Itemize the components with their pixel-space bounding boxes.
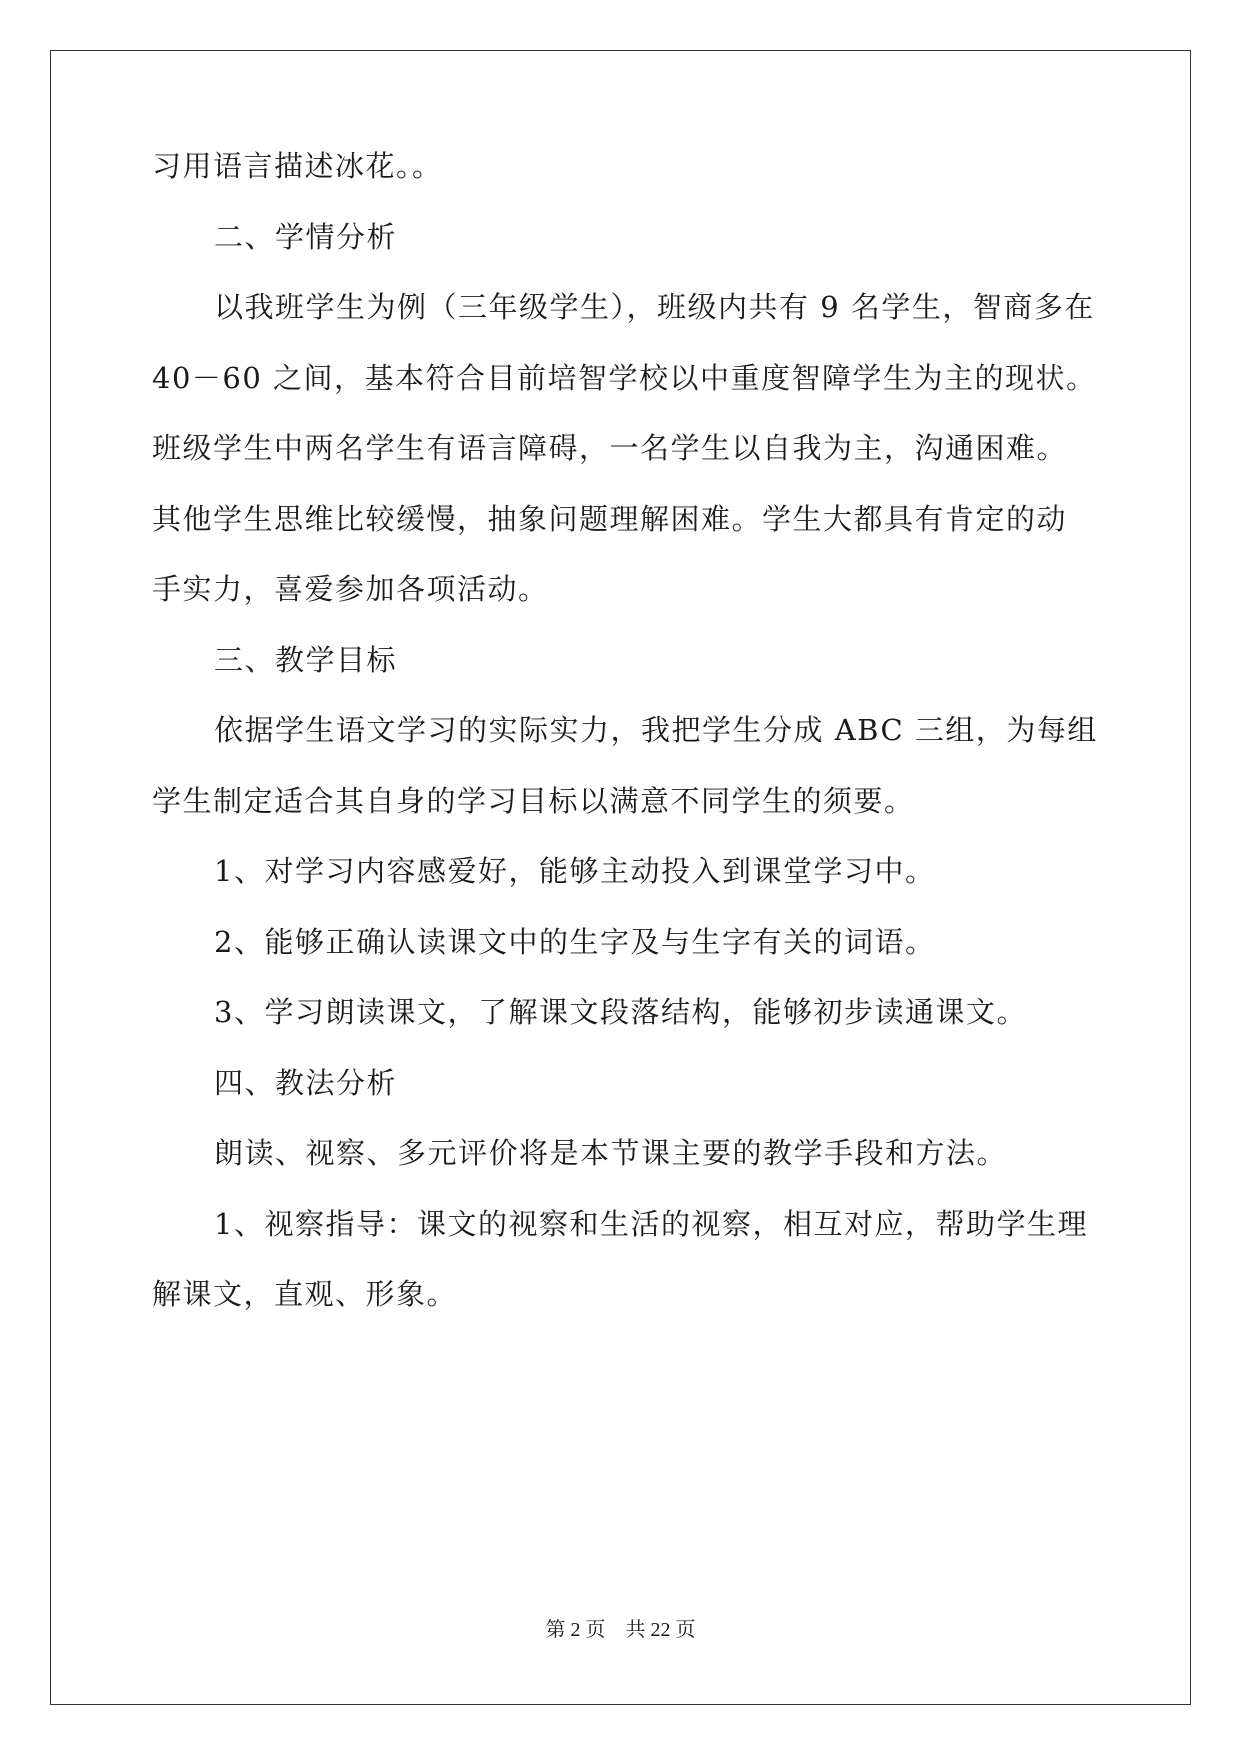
text-line: 解课文，直观、形象。 <box>152 1277 458 1311</box>
text-line: 三、教学目标 <box>214 642 398 677</box>
text-line: 2、能够正确认读课文中的生字及与生字有关的词语。 <box>214 924 936 959</box>
text-line: 以我班学生为例（三年级学生），班级内共有 9 名学生，智商多在 <box>214 290 1095 324</box>
text-line: 其他学生思维比较缓慢，抽象问题理解困难。学生大都具有肯定的动 <box>152 501 1068 536</box>
text-line: 3、学习朗读课文，了解课文段落结构，能够初步读通课文。 <box>214 995 1027 1029</box>
text-line: 依据学生语文学习的实际实力，我把学生分成 ABC 三组，为每组 <box>214 713 1098 747</box>
text-line: 1、对学习内容感爱好，能够主动投入到课堂学习中。 <box>214 854 936 888</box>
text-line: 40－60 之间，基本符合目前培智学校以中重度智障学生为主的现状。 <box>152 360 1097 395</box>
page-footer: 第 2 页 共 22 页 <box>545 1619 696 1641</box>
text-line: 学生制定适合其自身的学习目标以满意不同学生的须要。 <box>152 783 915 818</box>
text-line: 朗读、视察、多元评价将是本节课主要的教学手段和方法。 <box>214 1136 1008 1170</box>
text-line: 四、教法分析 <box>214 1065 398 1100</box>
text-line: 1、视察指导：课文的视察和生活的视察，相互对应，帮助学生理 <box>214 1206 1088 1241</box>
text-line: 习用语言描述冰花。。 <box>152 149 443 183</box>
text-line: 二、学情分析 <box>214 219 398 254</box>
text-line: 手实力，喜爱参加各项活动。 <box>152 572 549 606</box>
text-line: 班级学生中两名学生有语言障碍，一名学生以自我为主，沟通困难。 <box>152 431 1068 465</box>
